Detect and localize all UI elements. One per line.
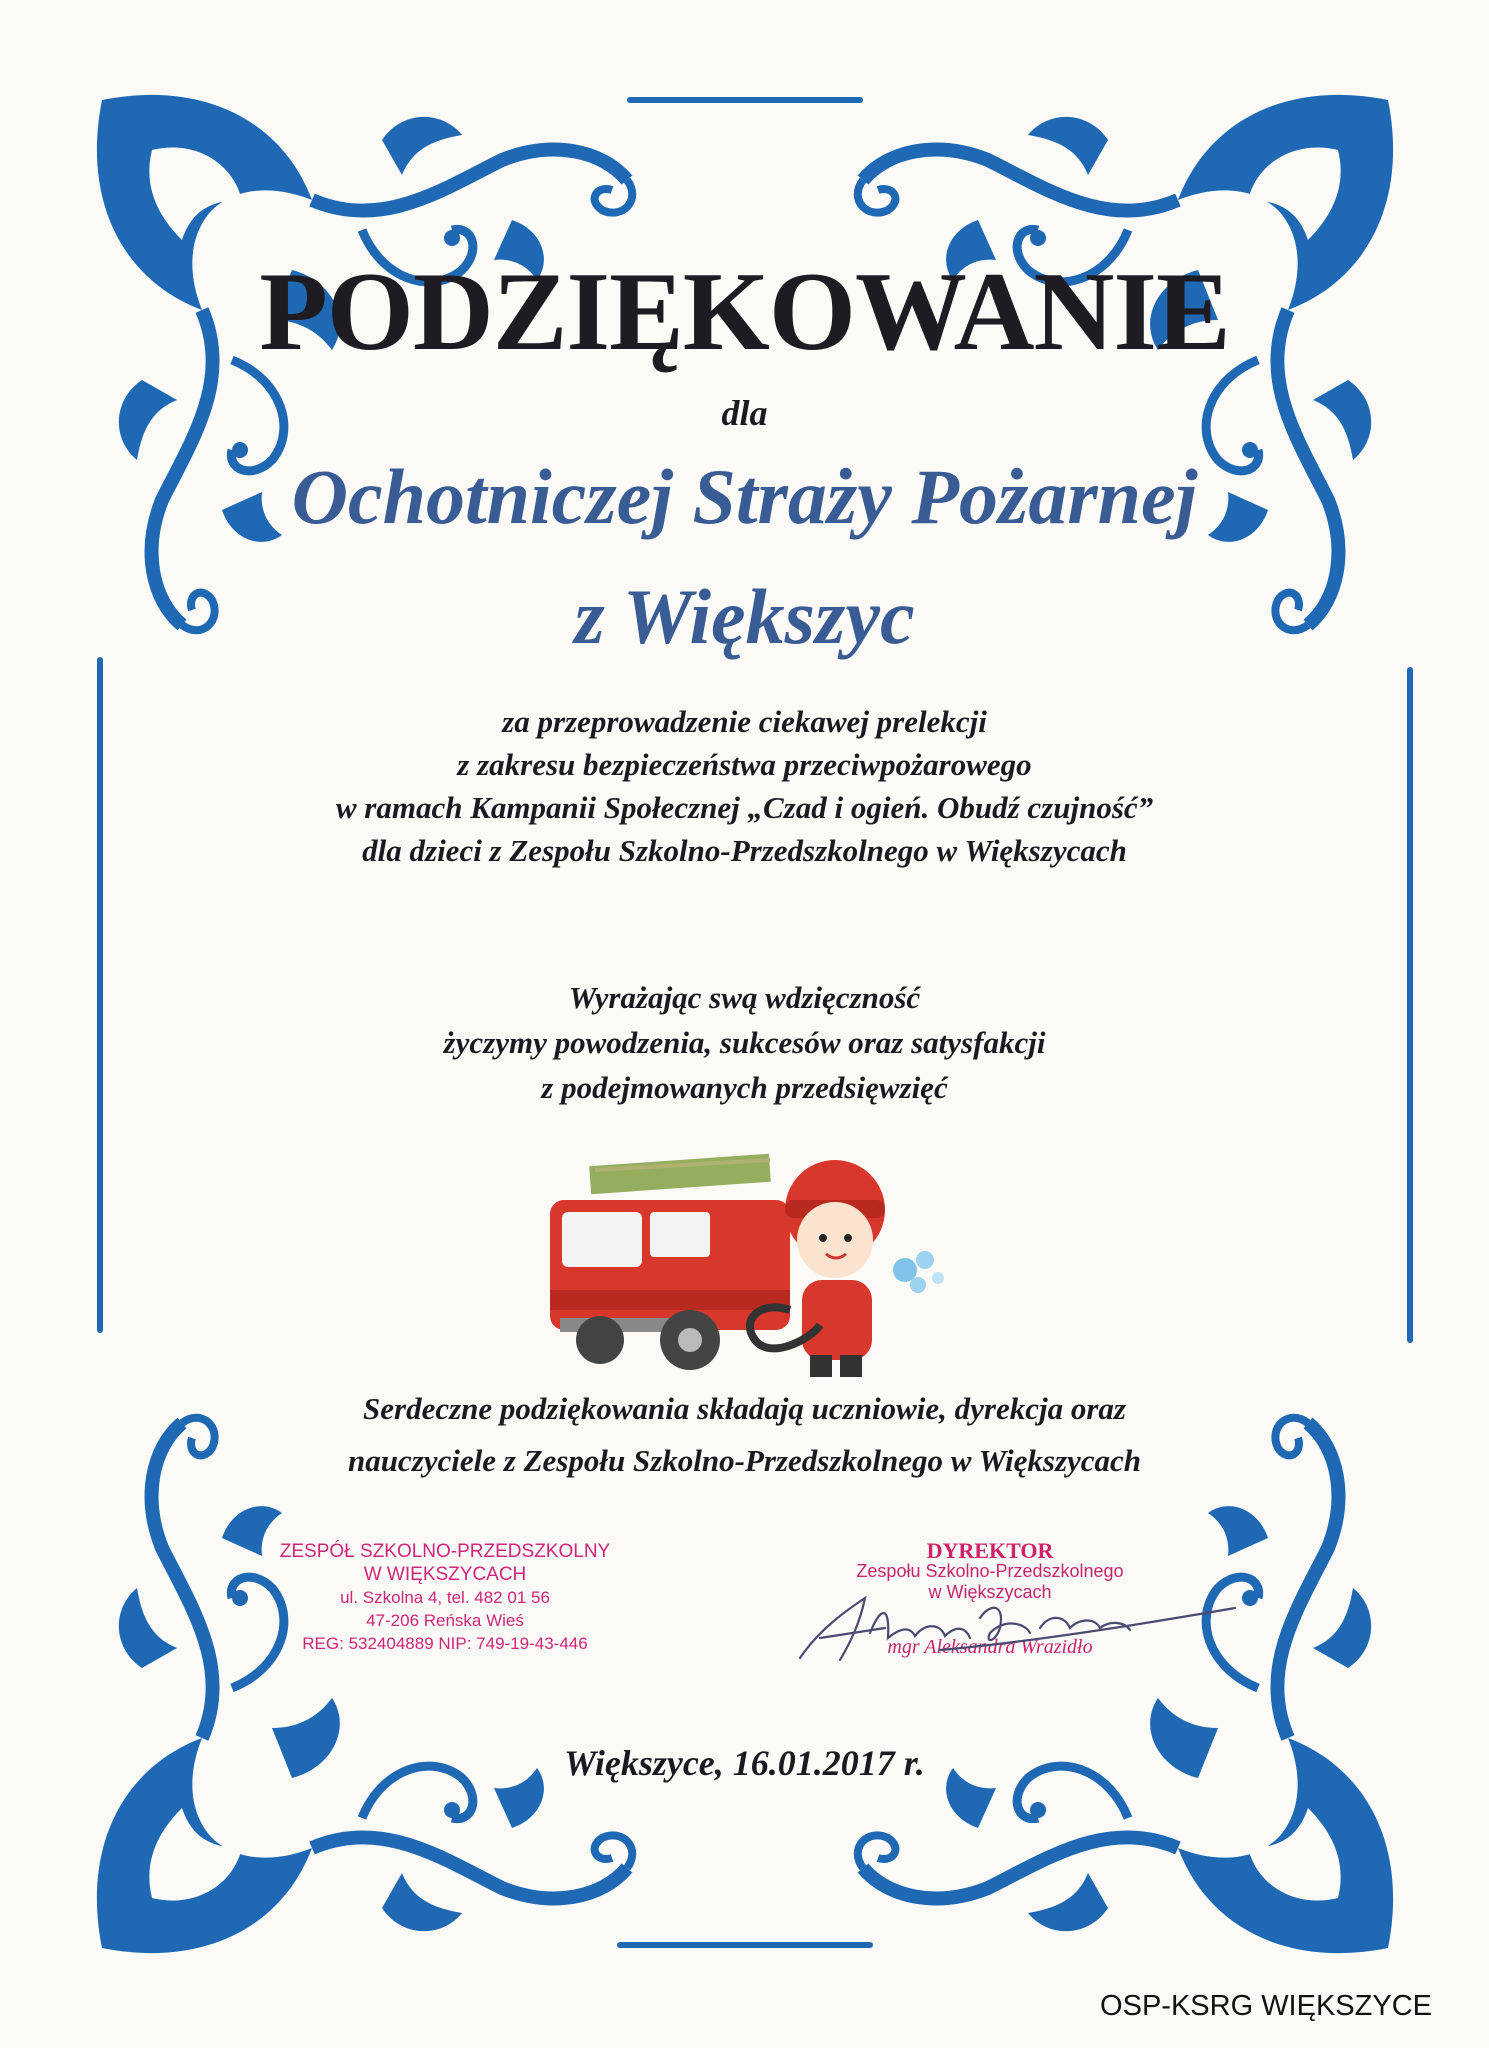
thanks-paragraph: [0, 1383, 1489, 1487]
recipient-name: Ochotniczej Straży Pożarnej: [291, 453, 1198, 540]
director-name: mgr Aleksandra Wrazidło: [887, 1636, 1093, 1658]
preposition-text: dla: [721, 393, 768, 433]
reason-line: z zakresu bezpieczeństwa przeciwpożarowego: [457, 747, 1032, 782]
certificate-title: PODZIĘKOWANIE: [259, 250, 1230, 374]
wishes-line: życzymy powodzenia, sukcesów oraz satysfakcji: [443, 1025, 1046, 1060]
stamp-line: ul. Szkolna 4, tel. 482 01 56: [340, 1588, 550, 1607]
thanks-line: nauczyciele z Zespołu Szkolno-Przedszkolnego w Większycach: [347, 1443, 1142, 1478]
reason-paragraph: [0, 700, 1489, 872]
director-school-line: Zespołu Szkolno-Przedszkolnego: [856, 1561, 1124, 1581]
footer-label: OSP-KSRG WIĘKSZYCE: [1100, 1990, 1432, 2022]
school-stamp: [250, 1540, 640, 1655]
thanks-line: Serdeczne podziękowania składają uczniowie, dyrekcja oraz: [363, 1391, 1126, 1426]
wishes-line: z podejmowanych przedsięwzięć: [541, 1070, 948, 1105]
stamp-line: W WIĘKSZYCACH: [363, 1564, 527, 1585]
director-school-line: w Większycach: [928, 1582, 1052, 1602]
stamp-line: 47-206 Reńska Wieś: [366, 1611, 524, 1630]
date-line: Większyce, 16.01.2017 r.: [564, 1743, 925, 1783]
firefighter-illustration-icon: [540, 1140, 960, 1380]
stamp-line: REG: 532404889 NIP: 749-19-43-446: [302, 1634, 588, 1653]
stamp-line: ZESPÓŁ SZKOLNO-PRZEDSZKOLNY: [279, 1541, 611, 1562]
recipient-location: z Większyc: [574, 573, 915, 660]
wishes-paragraph: [0, 975, 1489, 1110]
handwritten-signature-icon: [790, 1588, 1250, 1668]
wishes-line: Wyrażając swą wdzięczność: [568, 980, 921, 1015]
director-role: DYREKTOR: [926, 1538, 1054, 1563]
reason-line: za przeprowadzenie ciekawej prelekcji: [502, 704, 987, 739]
reason-line: dla dzieci z Zespołu Szkolno-Przedszkolnego w Większycach: [362, 833, 1127, 868]
reason-line: w ramach Kampanii Społecznej „Czad i ogień. Obudź czujność”: [335, 790, 1154, 825]
